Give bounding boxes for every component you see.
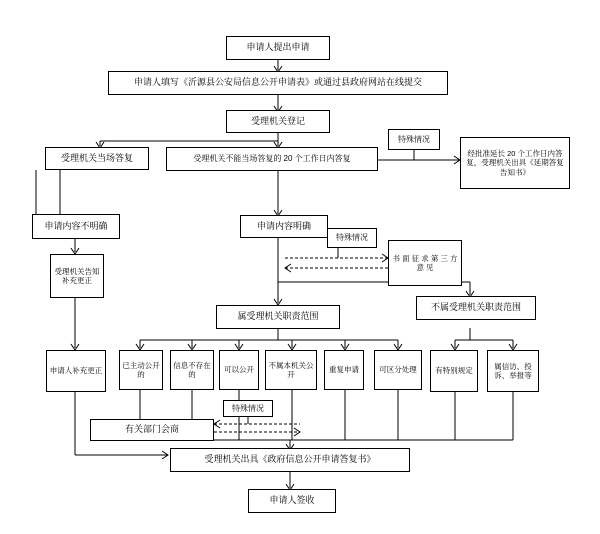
node-outside-duty: 不属受理机关职责范围 <box>416 296 536 320</box>
node-not-exist: 信息不存在的 <box>170 350 214 390</box>
annotation-special-3: 特殊情况 <box>223 400 273 417</box>
node-not-this-agency: 不属本机关公开 <box>265 350 317 390</box>
annotation-special-2: 特殊情况 <box>327 228 377 248</box>
node-separable: 可区分处理 <box>374 350 422 390</box>
node-reply-document: 受理机关出具《政府信息公开申请答复书》 <box>170 448 410 472</box>
node-content-unclear: 申请内容不明确 <box>32 214 120 239</box>
node-within-duty: 属受理机关职责范围 <box>216 305 340 329</box>
node-onsite-reply: 受理机关当场答复 <box>45 147 149 170</box>
node-registration: 受理机关登记 <box>226 110 330 133</box>
node-special-rule: 有特别规定 <box>430 350 478 392</box>
node-applicant-supplement: 申请人补充更正 <box>46 350 106 392</box>
node-fill-form: 申请人填写《沂源县公安局信息公开申请表》或通过县政府网站在线提交 <box>108 71 448 95</box>
node-apply: 申请人提出申请 <box>226 36 330 60</box>
annotation-special-1: 特殊情况 <box>388 129 440 150</box>
node-repeat-request: 重复申请 <box>324 350 364 390</box>
node-content-clear: 申请内容明确 <box>240 215 328 238</box>
node-already-public: 已主动公开的 <box>119 350 163 390</box>
node-notify-supplement: 受理机关告知补充更正 <box>50 254 104 298</box>
node-third-party-opinion: 书 面 征 求 第 三 方 意 见 <box>388 240 462 286</box>
node-petition-complaint: 属信访、投诉、举报等 <box>487 350 539 392</box>
node-extension-notice: 经批准延长 20 个工作日内答复，受理机关出具《延期答复告知书》 <box>460 137 570 189</box>
node-can-public: 可以公开 <box>219 350 259 390</box>
node-20day-reply: 受理机关不能当场答复的 20 个工作日内答复 <box>166 147 378 171</box>
node-applicant-receipt: 申请人签收 <box>248 489 336 513</box>
node-department-consult: 有关部门会商 <box>90 419 214 441</box>
